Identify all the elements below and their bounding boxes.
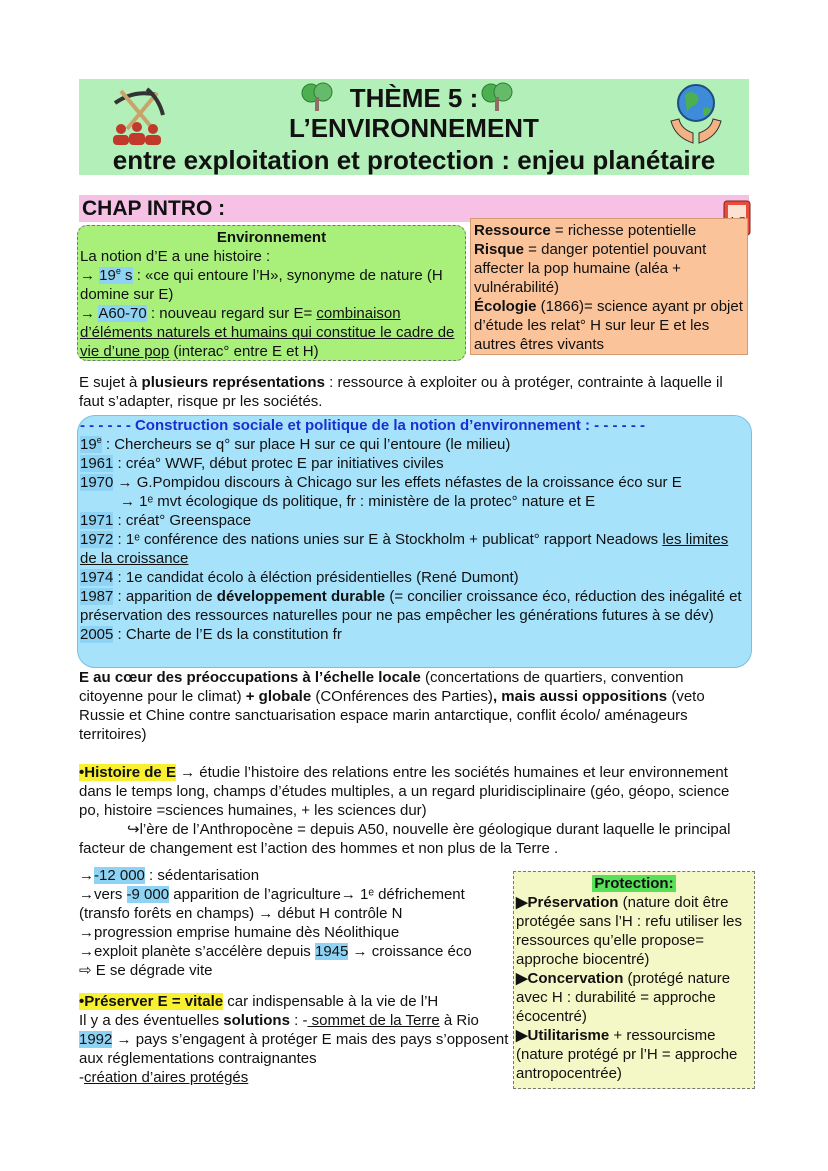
environnement-line3: → A60-70 : nouveau regard sur E= combinaison d’éléments naturels et humains qui constitue le cadre de vie d’une pop (interac° entre E et H) <box>80 305 455 360</box>
protection-item: ▶Utilitarisme + ressourcisme (nature protégé pr l’H = approche antropocentrée) <box>516 1027 738 1082</box>
environnement-title: Environnement <box>216 229 327 246</box>
construction-heading: - - - - - - Construction sociale et politique de la notion d’environnement : - - - - - - <box>80 417 645 434</box>
timeline-item: 1974 : 1e candidat écolo à éléction présidentielles (René Dumont) <box>80 569 519 586</box>
definitions-box <box>470 218 748 355</box>
protection-item: ▶Concervation (protégé nature avec H : durabilité = approche écocentré) <box>516 970 731 1025</box>
protection-box <box>513 871 755 1089</box>
chronology-item: ⇨ E se dégrade vite <box>79 962 213 979</box>
definition-ressource: Ressource = richesse potentielle <box>474 222 697 239</box>
representations-paragraph: E sujet à plusieurs représentations : ressource à exploiter ou à protéger, contrainte à laquelle il faut s’adapter, risque pr les sociétés. <box>79 374 723 410</box>
environnement-box <box>77 225 466 361</box>
chronology-item: →vers -9 000 apparition de l’agriculture→ 1ᵉ défrichement (transfo forêts en champs) → début H contrôle N <box>79 886 465 922</box>
timeline-item: 1970 → G.Pompidou discours à Chicago sur les effets néfastes de la croissance éco sur E <box>80 474 682 491</box>
chronology-list <box>79 866 519 980</box>
theme-title-line2: L’ENVIRONNEMENT <box>289 113 539 143</box>
timeline-item: 1987 : apparition de développement durable (= concilier croissance éco, réduction des inégalité et préservation des ressources naturelles pour ne pas empêcher les générations futures à se dév) <box>80 588 742 624</box>
histoire-paragraph: •Histoire de E → étudie l’histoire des relations entre les sociétés humaines et leur environnement dans le temps long, champs d’études multiples, a un regard pluridisciplinaire (géo, géopo, science po, histoire =sciences humaines, + les sciences dur) ↪l’ère de l’Anthropocène = depuis A50, nouvelle ère géologique durant laquelle le principal facteur de changement est l’action des hommes et non plus de la Terre . <box>79 763 751 858</box>
environnement-line2: → $19^e$ s : «ce qui entoure l’H», synonyme de nature (H domine sur E) <box>80 266 443 303</box>
theme-title-line3: entre exploitation et protection : enjeu planétaire <box>112 145 716 175</box>
preserver-line: •Préserver E = vitale car indispensable à la vie de l’H <box>79 993 439 1010</box>
timeline-item: 1961 : créa° WWF, début protec E par initiatives civiles <box>80 455 444 472</box>
chapter-title: CHAP INTRO : <box>79 195 749 222</box>
chronology-item: →-12 000 : sédentarisation <box>79 867 260 884</box>
chronology-item: →exploit planète s’accélère depuis 1945 → croissance éco <box>79 943 472 960</box>
protection-title: Protection: <box>594 875 674 892</box>
construction-timeline-box <box>77 415 752 668</box>
theme-header <box>79 79 749 175</box>
preoccupations-paragraph: E au cœur des préoccupations à l’échelle locale (concertations de quartiers, convention citoyenne pour le climat) + globale (COnférences des Parties), mais aussi oppositions (veto Russie et Chine contre sanctuarisation espace marin antarctique, conflit écolo/ aménageurs territoires) <box>79 669 705 743</box>
protection-item: ▶Préservation (nature doit être protégée sans l’H : refu utiliser les ressources qu’elle propose= approche biocentré) <box>516 894 742 968</box>
solutions-text: Il y a des éventuelles solutions : - sommet de la Terre à Rio 1992 → pays s’engagent à protéger E mais des pays s’opposent aux réglementations contraignantes <box>79 1012 509 1067</box>
chronology-item: →progression emprise humaine dès Néolithique <box>79 924 400 941</box>
theme-title-line1: THÈME 5 : <box>349 83 479 113</box>
timeline-item: 19e : Chercheurs se q° sur place H sur ce qui l’entoure (le milieu) <box>80 435 511 453</box>
timeline-item: 2005 : Charte de l’E ds la constitution fr <box>80 626 342 643</box>
preserver-paragraph <box>79 992 509 1087</box>
timeline-item: → 1ᵉ mvt écologique ds politique, fr : ministère de la protec° nature et E <box>120 493 596 510</box>
anthropocene-line: ↪l’ère de l’Anthropocène = depuis A50, nouvelle ère géologique durant laquelle le principal facteur de changement est l’action des hommes et non plus de la Terre . <box>79 821 731 857</box>
definition-risque: Risque = danger potentiel pouvant affecter la pop humaine (aléa + vulnérabilité) <box>474 241 707 296</box>
environnement-line1: La notion d’E a une histoire : <box>80 248 271 265</box>
timeline-item: 1971 : créat° Greenspace <box>80 512 252 529</box>
aires-line: -création d’aires protégés <box>79 1069 249 1086</box>
timeline-item: 1972 : 1ᵉ conférence des nations unies sur E à Stockholm + publicat° rapport Neadows les limites de la croissance <box>80 531 729 567</box>
definition-ecologie: Écologie (1866)= science ayant pr objet d’étude les relat° H sur leur E et les autres êtres vivants <box>474 298 743 353</box>
